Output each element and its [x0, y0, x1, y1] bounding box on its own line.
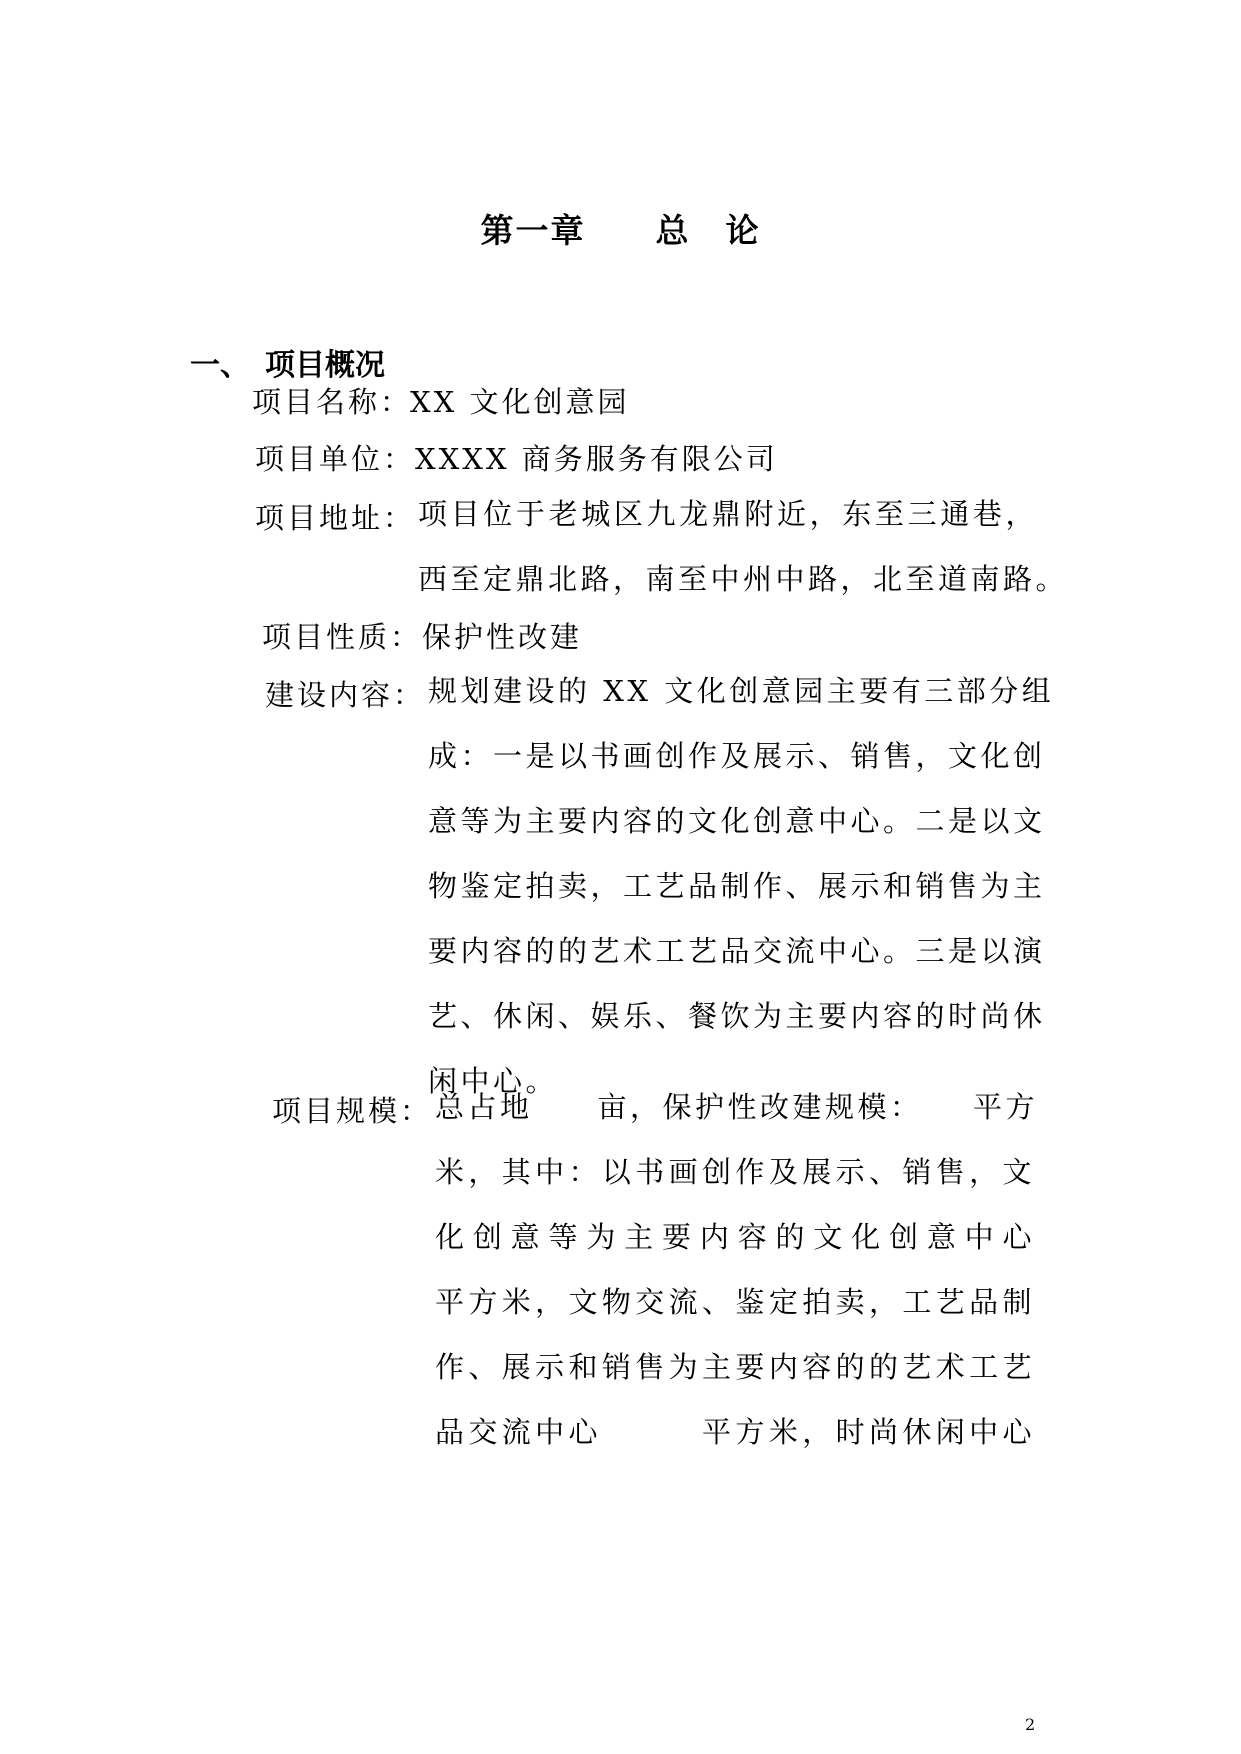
content-line: 意等为主要内容的文化创意中心。二是以文: [428, 804, 1046, 838]
content-line: 艺、休闲、娱乐、餐饮为主要内容的时尚休: [428, 999, 1046, 1033]
project-unit-label: 项目单位：: [255, 442, 416, 476]
project-scale-value: [435, 1075, 1039, 1465]
section-heading: 一、 项目概况: [190, 348, 385, 383]
project-name-value: XX 文化创意园: [410, 385, 630, 419]
scale-line: 品交流中心 平方米，时尚休闲中心: [435, 1415, 1035, 1449]
construction-content-label: 建设内容：: [265, 678, 426, 712]
chapter-title: 第一章 总 论: [480, 211, 761, 250]
content-line: 要内容的的艺术工艺品交流中心。三是以演: [428, 934, 1046, 968]
scale-line: 平方米，文物交流、鉴定拍卖，工艺品制: [435, 1285, 1035, 1319]
content-line: 成：一是以书画创作及展示、销售，文化创: [428, 739, 1046, 773]
project-unit-value: XXXX 商务服务有限公司: [415, 442, 778, 476]
construction-content-value: [428, 659, 1055, 1114]
address-line: 西至定鼎北路，南至中州中路，北至道南路。: [418, 562, 1069, 596]
scale-line: 作、展示和销售为主要内容的的艺术工艺: [435, 1350, 1035, 1384]
project-name-label: 项目名称：: [252, 385, 413, 419]
content-line: 闲中心。: [428, 1064, 559, 1098]
project-nature-value: 保护性改建: [422, 620, 583, 654]
page-number: 2: [1025, 1715, 1036, 1734]
address-line: 项目位于老城区九龙鼎附近，东至三通巷，: [418, 497, 1038, 531]
project-scale-label: 项目规模：: [272, 1094, 433, 1128]
scale-line: 米，其中：以书画创作及展示、销售，文: [435, 1155, 1035, 1189]
scale-line: 总占地 亩，保护性改建规模： 平方: [435, 1090, 1039, 1124]
content-line: 物鉴定拍卖，工艺品制作、展示和销售为主: [428, 869, 1046, 903]
scale-line: 化创意等为主要内容的文化创意中心: [435, 1220, 1035, 1254]
project-address-label: 项目地址：: [255, 501, 416, 535]
project-nature-label: 项目性质：: [262, 620, 423, 654]
project-address-value: [418, 482, 1069, 612]
content-line: 规划建设的 XX 文化创意园主要有三部分组: [428, 674, 1055, 708]
